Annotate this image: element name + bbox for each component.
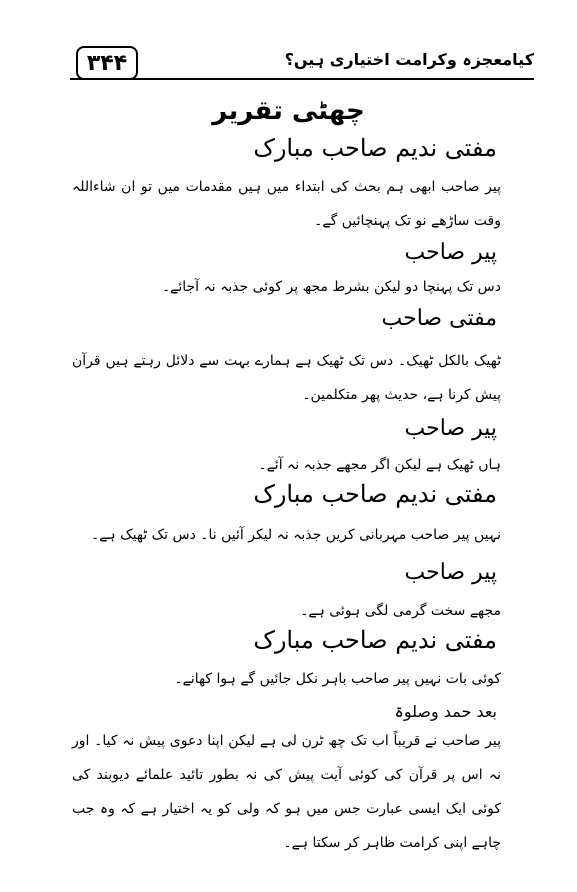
dialogue-paragraph: ٹھیک بالکل ٹھیک۔ دس تک ٹھیک ہے ہمارے بہت سے دلائل رہتے ہیں قرآن پیش کرنا ہے، حدیث پھر متکلمین۔ xyxy=(72,353,501,403)
header-rule xyxy=(70,78,534,80)
dialogue-paragraph: پیر صاحب نے قریباً اب تک چھ ٹرن لی ہے لیکن اپنا دعوی پیش نہ کیا۔ اور نہ اس پر قرآن کی کوئی آیت پیش کی نہ بطور تائید علمائے دیوبند کی کوئی ایک ایسی عبارت جس میں ہو کہ ولی کو یہ اختیار ہے کہ وہ جب چاہے اپنی کرامت ظاہر کر سکتا ہے۔ xyxy=(72,733,501,851)
page-header xyxy=(70,46,534,80)
page-number: ۳۴۴ xyxy=(76,46,138,80)
speaker-label: پیر صاحب xyxy=(404,240,497,265)
speaker-label: مفتی ندیم صاحب مبارک xyxy=(253,626,497,654)
speaker-label: پیر صاحب xyxy=(404,416,497,441)
dialogue-paragraph: نہیں پیر صاحب مہربانی کریں جذبہ نہ لیکر آئیں نا۔ دس تک ٹھیک ہے۔ xyxy=(91,527,501,543)
speaker-label: مفتی ندیم صاحب مبارک xyxy=(253,134,497,162)
speaker-label: پیر صاحب xyxy=(404,560,497,585)
speaker-label: مفتی ندیم صاحب مبارک xyxy=(253,480,497,508)
dialogue-paragraph: کوئی بات نہیں پیر صاحب باہر نکل جائیں گے ہوا کھانے۔ xyxy=(174,671,501,687)
section-heading: بعد حمد وصلوۃ xyxy=(394,702,497,721)
chapter-title: چھٹی تقریر xyxy=(212,96,365,126)
dialogue-paragraph: مجھے سخت گرمی لگی ہوئی ہے۔ xyxy=(300,603,501,619)
dialogue-paragraph: دس تک پہنچا دو لیکن بشرط مجھ پر کوئی جذبہ نہ آجائے۔ xyxy=(161,279,501,295)
dialogue-paragraph: ہاں ٹھیک ہے لیکن اگر مجھے جذبہ نہ آئے۔ xyxy=(258,457,501,473)
running-title: کیامعجزہ وکرامت اختیاری ہیں؟ xyxy=(284,50,534,69)
speaker-label: مفتی صاحب xyxy=(381,306,497,331)
dialogue-paragraph: پیر صاحب ابھی ہم بحث کی ابتداء میں ہیں مقدمات میں تو ان شاءاللہ وقت ساڑھے نو تک پہنچائیں گے۔ xyxy=(72,179,501,229)
